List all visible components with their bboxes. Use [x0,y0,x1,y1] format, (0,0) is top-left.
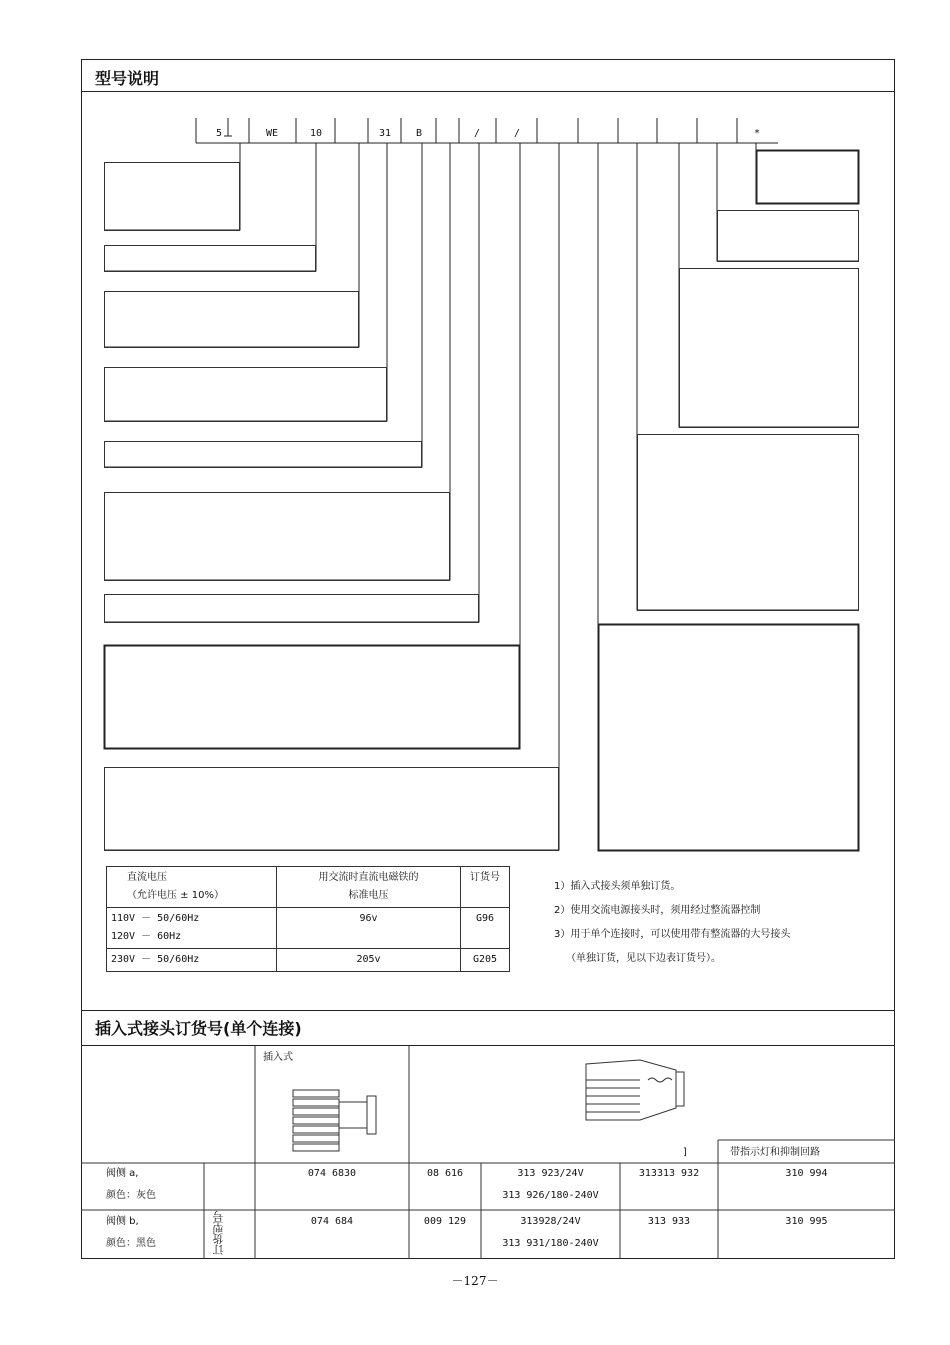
header-ac-standard: 用交流时直流电磁铁的 标准电压 [277,867,461,908]
section-title-connector: 插入式接头订货号(单个连接) [95,1019,302,1038]
note-3: 3）用于单个连接时，可以使用带有整流器的大号接头 [554,929,791,940]
desc-box-5 [105,442,422,468]
row-a-c2: 08 616 [426,1168,464,1179]
connector-header-label: 插入式 [263,1052,293,1063]
row-a-c3: 313 923/24V 313 926/180-240V [502,1168,599,1201]
row-a-c5: 310 994 [785,1168,828,1179]
desc-box-6 [105,493,450,581]
row-a-c1: 074 6830 [307,1168,357,1179]
desc-box-7 [105,595,479,623]
row-b-c3: 313928/24V 313 931/180-240V [502,1216,599,1249]
note-3-cont: （单独订货，见以下边表订货号）。 [566,953,721,964]
row-a-c4: 313313 932 [638,1168,700,1179]
code-b: B [415,128,423,139]
code-5: 5 [215,128,223,139]
code-31: 31 [378,128,392,139]
desc-box-r4 [638,435,859,611]
row-a-side: 阀侧 a, 颜色：灰色 [106,1168,156,1201]
desc-box-4 [105,368,387,422]
connector-header-indicator: 带指示灯和抑制回路 [730,1147,820,1158]
voltage-cell: 205v [277,949,461,972]
row-b-c1: 074 684 [310,1216,354,1227]
table-row [107,949,510,972]
desc-box-r2 [718,211,859,262]
desc-box-r3 [680,269,859,428]
table-row [107,908,510,949]
section-title-model: 型号说明 [95,69,160,88]
note-2: 2）使用交流电源接头时，须用经过整流器控制 [554,905,761,916]
connector-large-illustration [586,1060,684,1120]
row-b-c5: 310 995 [785,1216,828,1227]
section-separator [81,1010,895,1011]
code-asterisk: * [753,128,761,139]
desc-box-9 [105,768,559,851]
desc-box-1 [105,163,240,231]
code-we: WE [265,128,279,139]
desc-box-8 [105,646,520,749]
voltage-cell: 230V － 50/60Hz [107,949,277,972]
voltage-cell: 110V － 50/60Hz 120V － 60Hz [107,908,277,949]
code-slash-2: / [513,128,521,139]
voltage-cell: G205 [461,949,510,972]
desc-box-2 [105,246,316,272]
connector-small-illustration [293,1090,376,1151]
desc-box-3 [105,292,359,348]
code-10: 10 [309,128,323,139]
note-1: 1）插入式接头须单独订货。 [554,881,681,892]
page-number: －127－ [451,1274,499,1288]
desc-box-r1 [757,151,859,204]
header-dc-voltage: 直流电压 （允许电压 ± 10%） [107,867,277,908]
header-order-no: 订货号 [461,867,510,908]
voltage-table [106,866,510,972]
voltage-table-header [107,867,510,908]
row-b-c2: 009 129 [423,1216,467,1227]
voltage-cell: 96v [277,908,461,949]
desc-box-r5 [599,625,859,851]
code-slash-1: / [473,128,481,139]
row-b-side: 阀侧 b, 颜色：黑色 [106,1216,156,1249]
connector-header-partial: ] [683,1147,687,1158]
voltage-cell: G96 [461,908,510,949]
row-b-c4: 313 933 [647,1216,691,1227]
order-label-vertical: 订货型号 [212,1211,225,1255]
